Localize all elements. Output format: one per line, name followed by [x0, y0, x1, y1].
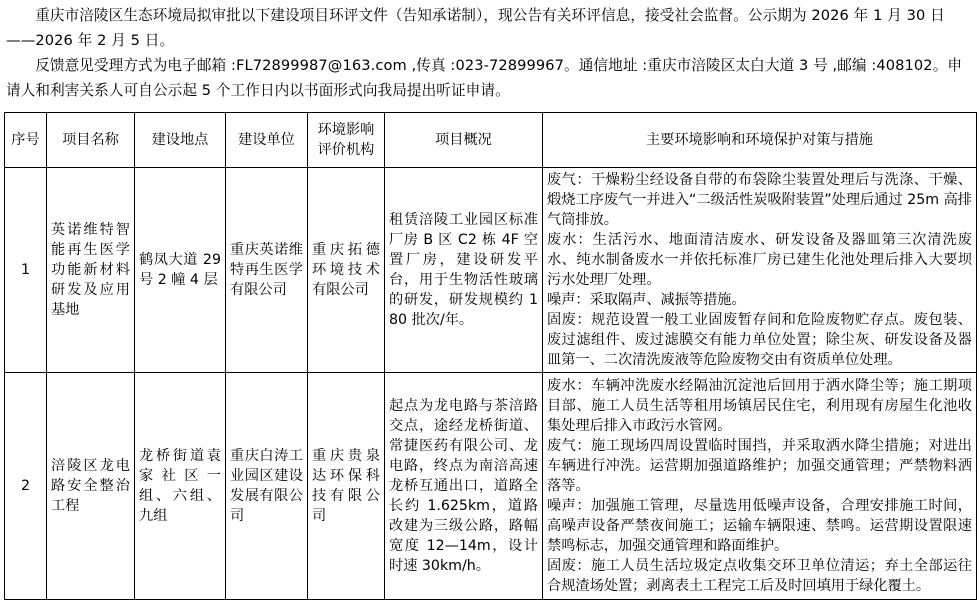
table-header-row: [5, 113, 977, 168]
row-measures: [543, 373, 977, 600]
header-builder: 建设单位: [226, 113, 308, 168]
row-summary: 起点为龙电路与茶涪路交点，途经龙桥街道、常捷医药有限公司、龙电路，终点为南涪高速龙桥互通出口，道路全长约 1.625km，道路改建为三级公路，路幅宽度 12—14m，设计时速 30km/h。: [385, 373, 543, 600]
measure-noise: 噪声：采取隔声、减振等措施。: [547, 292, 746, 308]
row-builder: 重庆英诺维特再生医学有限公司: [226, 168, 308, 373]
notice-paragraph-period: 重庆市涪陵区生态环境局拟审批以下建设项目环评文件（告知承诺制），现公告有关环评信息，接受社会监督。公示期为 2026 年 1 月 30 日——2026 年 2 月 5 日。: [6, 7, 945, 49]
row-no: 2: [5, 373, 47, 600]
measure-noise: 噪声：加强施工管理，尽量选用低噪声设备，合理安排施工时间，高噪声设备严禁夜间施工；运输车辆限速、禁鸣。运营期设置限速禁鸣标志，加强交通管理和路面维护。: [547, 498, 972, 554]
notice-intro: [0, 0, 980, 103]
row-project-name: 涪陵区龙电路安全整治工程: [47, 373, 135, 600]
measure-waste-gas: 废气：干燥粉尘经设备自带的布袋除尘装置处理后与洗涤、干燥、煅烧工序废气一并进入“二级活性炭吸附装置”处理后通过 25m 高排气筒排放。: [547, 172, 972, 228]
header-summary: 项目概况: [385, 113, 543, 168]
measure-solid-waste: 固废：规范设置一般工业固废暂存间和危险废物贮存点。废包装、废过滤组件、废过滤膜交有能力单位处置；除尘灰、研发设备及器皿第一、二次清洗废液等危险废物交由有资质单位处理。: [547, 312, 972, 368]
row-no: 1: [5, 168, 47, 373]
row-location: 鹤凤大道 29 号 2 幢 4 层: [135, 168, 226, 373]
header-name: 项目名称: [47, 113, 135, 168]
header-agency: 环境影响评价机构: [308, 113, 385, 168]
measure-waste-water: 废水：车辆冲洗废水经隔油沉淀池后回用于洒水降尘等；施工期项目部、施工人员生活等租用场镇居民住宅，利用现有房屋生化池收集处理后排入市政污水管网。: [547, 378, 972, 434]
table-row: [5, 168, 977, 373]
header-measures: 主要环境影响和环境保护对策与措施: [543, 113, 977, 168]
measure-waste-water: 废水：生活污水、地面清洁废水、研发设备及器皿第三次清洗废水、纯水制备废水一并依托标准厂房已建生化池处理后排入大要坝污水处理厂处理。: [547, 232, 972, 288]
measure-solid-waste: 固废：施工人员生活垃圾定点收集交环卫单位清运；弃土全部运往合规渣场处置；剥离表土工程完工后及时回填用于绿化覆土。: [547, 558, 972, 594]
row-project-name: 英诺维特智能再生医学功能新材料研发及应用基地: [47, 168, 135, 373]
row-agency: 重庆贵泉达环保科技有限公司: [308, 373, 385, 600]
row-agency: 重庆拓德环境技术有限公司: [308, 168, 385, 373]
project-table: [4, 112, 977, 600]
header-no: 序号: [5, 113, 47, 168]
header-location: 建设地点: [135, 113, 226, 168]
notice-paragraph-feedback: 反馈意见受理方式为电子邮箱 :FL72899987@163.com ,传真 :023-72899967。通信地址 :重庆市涪陵区太白大道 3 号 ,邮编 :408102。申请人和利害关系人可自公示起 5 个工作日内以书面形式向我局提出听证申请。: [6, 57, 963, 99]
row-location: 龙桥街道袁家社区一组、六组、九组: [135, 373, 226, 600]
row-summary: 租赁涪陵工业园区标准厂房 B 区 C2 栋 4F 空置厂房，建设研发平台，用于生物活性玻璃的研发，研发规模约 180 批次/年。: [385, 168, 543, 373]
row-measures: [543, 168, 977, 373]
measure-waste-gas: 废气：施工现场四周设置临时围挡，并采取洒水降尘措施；对进出车辆进行冲洗。运营期加强道路维护；加强交通管理；严禁物料洒落等。: [547, 438, 972, 494]
table-row: [5, 373, 977, 600]
row-builder: 重庆白涛工业园区建设发展有限公司: [226, 373, 308, 600]
